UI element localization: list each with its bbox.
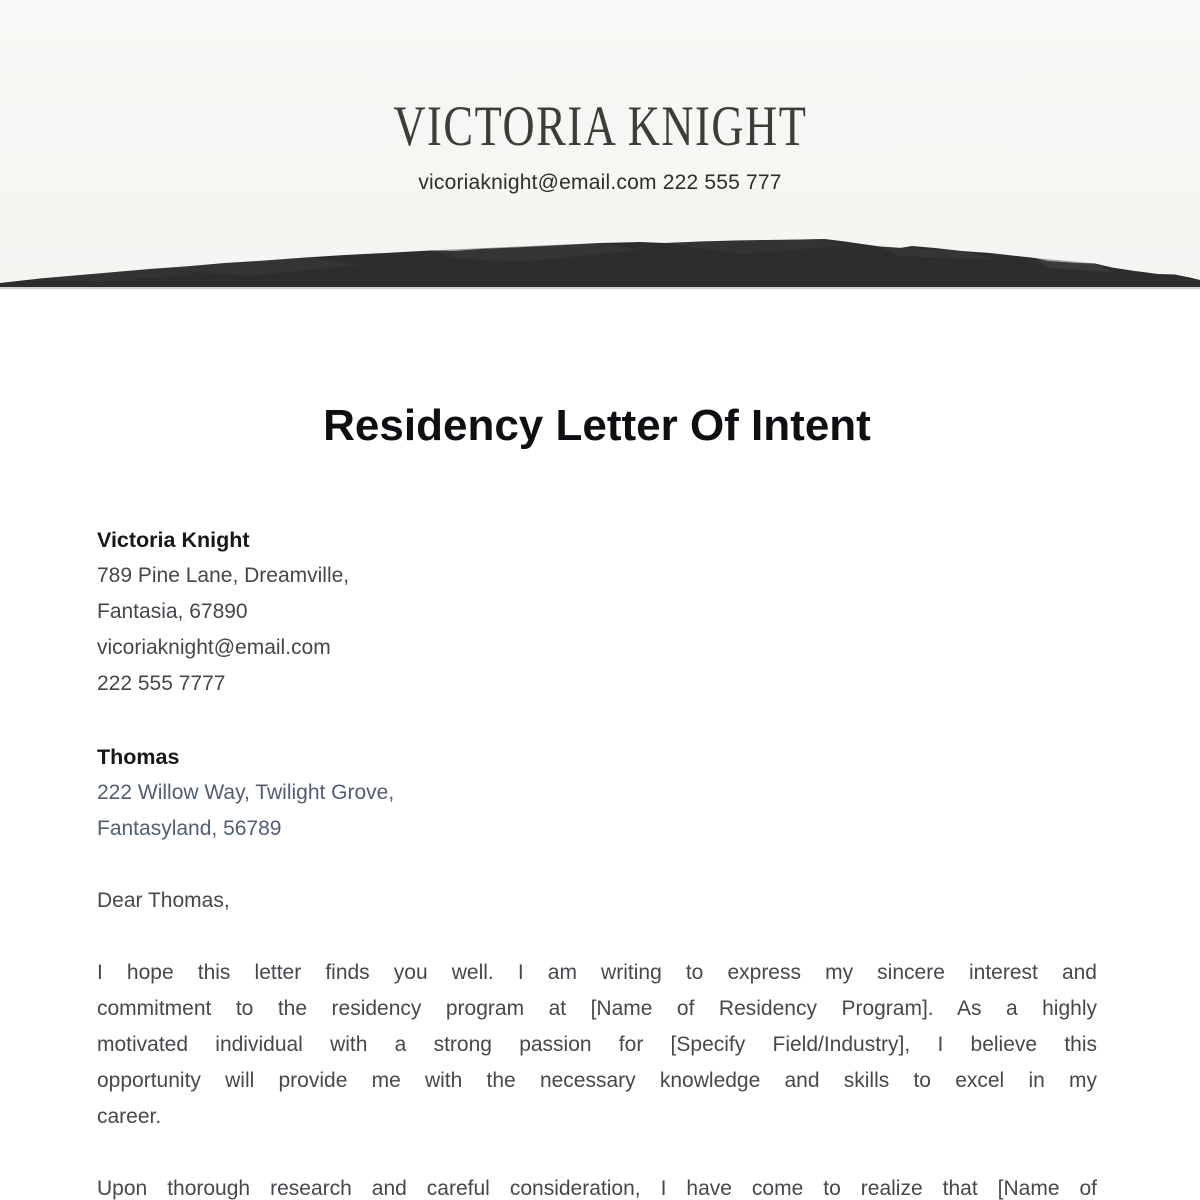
letter-title: Residency Letter Of Intent <box>323 401 871 450</box>
paragraph-1-line-4: opportunity will provide me with the necessary knowledge and skills to excel in my <box>97 1069 1097 1092</box>
body-paragraph-2 <box>97 1171 1097 1200</box>
letterhead-contact: vicoriaknight@email.com 222 555 777 <box>418 171 782 194</box>
paragraph-1-line-2: commitment to the residency program at [Name of Residency Program]. As a highly <box>97 997 1097 1020</box>
letterhead-name-text: VICTORIA KNIGHT <box>392 95 808 158</box>
recipient-address-line-2: Fantasyland, 56789 <box>97 817 282 840</box>
letterhead-name <box>0 0 1200 158</box>
sender-address-line-2: Fantasia, 67890 <box>97 600 248 623</box>
sender-block <box>97 522 1097 702</box>
sender-name: Victoria Knight <box>97 528 250 552</box>
paragraph-1-line-5: career. <box>97 1105 162 1128</box>
sender-email: vicoriaknight@email.com <box>97 636 331 659</box>
recipient-address-line-1: 222 Willow Way, Twilight Grove, <box>97 781 395 804</box>
paragraph-1-line-1: I hope this letter finds you well. I am writing to express my sincere interest and <box>97 961 1097 984</box>
paragraph-1-line-3: motivated individual with a strong passion for [Specify Field/Industry], I believe this <box>97 1033 1097 1056</box>
sender-address-line-1: 789 Pine Lane, Dreamville, <box>97 564 350 587</box>
recipient-name: Thomas <box>97 745 180 769</box>
letter-body <box>0 401 1200 1200</box>
recipient-block <box>97 739 1097 847</box>
letterhead-banner <box>0 0 1200 290</box>
dunes-banner-image <box>0 210 1200 290</box>
paragraph-2-line-1: Upon thorough research and careful consideration, I have come to realize that [Name of <box>97 1177 1097 1200</box>
sender-phone: 222 555 7777 <box>97 672 226 695</box>
salutation: Dear Thomas, <box>97 889 230 912</box>
body-paragraph-1 <box>97 955 1097 1135</box>
